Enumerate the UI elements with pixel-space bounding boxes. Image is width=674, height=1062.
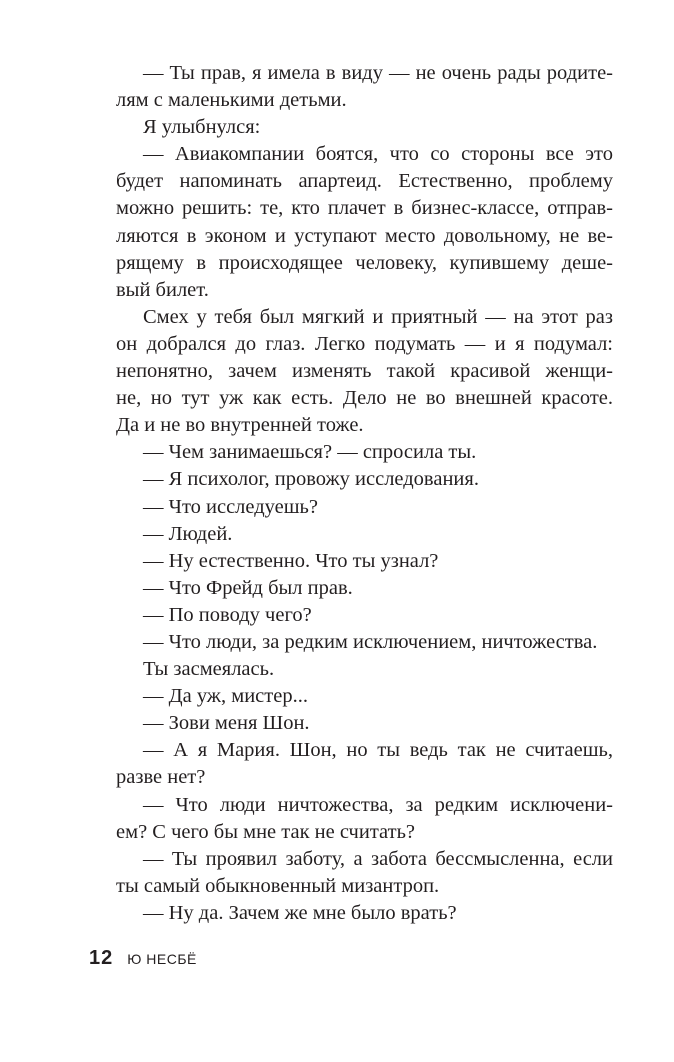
text-line: — Да уж, мистер... bbox=[143, 685, 308, 708]
paragraph bbox=[89, 60, 613, 114]
text-line: ем? С чего бы мне так не считать? bbox=[116, 820, 416, 843]
paragraph bbox=[89, 141, 613, 304]
text-line: — Зови меня Шон. bbox=[143, 712, 310, 735]
paragraph bbox=[89, 846, 613, 900]
paragraph bbox=[89, 466, 613, 493]
text-line: — По поводу чего? bbox=[143, 603, 312, 626]
text-line: — Людей. bbox=[143, 522, 233, 545]
text-line: — Что исследуешь? bbox=[143, 495, 318, 518]
paragraph bbox=[89, 629, 613, 656]
text-line: непонятно, зачем изменять такой красивой женщи- bbox=[116, 360, 613, 383]
paragraph bbox=[89, 710, 613, 737]
text-line: лям с маленькими детьми. bbox=[116, 89, 347, 112]
text-line: Смех у тебя был мягкий и приятный — на этот раз bbox=[143, 305, 613, 328]
text-line: не, но тут уж как есть. Дело не во внешней красоте. bbox=[116, 387, 613, 410]
text-line: Ты засмеялась. bbox=[143, 658, 275, 681]
text-line: он добрался до глаз. Легко подумать — и я подумал: bbox=[116, 332, 613, 355]
text-line: ляются в эконом и уступают место довольному, не ве- bbox=[116, 224, 613, 247]
text-line: — Я психолог, провожу исследования. bbox=[143, 468, 479, 491]
text-line: — Авиакомпании боятся, что со стороны все это bbox=[143, 143, 613, 166]
text-line: — Что люди, за редким исключением, ничтожества. bbox=[143, 630, 598, 653]
text-line: — Ты проявил заботу, а забота бессмысленна, если bbox=[143, 847, 613, 870]
text-line: — Что люди ничтожества, за редким исключени- bbox=[143, 793, 613, 816]
paragraph bbox=[89, 114, 613, 141]
page-number: 12 bbox=[89, 947, 114, 969]
paragraph bbox=[89, 575, 613, 602]
paragraph bbox=[89, 521, 613, 548]
text-line: — Что Фрейд был прав. bbox=[143, 576, 353, 599]
paragraph bbox=[89, 439, 613, 466]
text-line: рящему в происходящее человеку, купившему деше- bbox=[116, 251, 613, 274]
text-line: — А я Мария. Шон, но ты ведь так не считаешь, bbox=[143, 739, 613, 762]
paragraph bbox=[89, 494, 613, 521]
paragraph bbox=[89, 792, 613, 846]
text-line: — Чем занимаешься? — спросила ты. bbox=[143, 441, 477, 464]
text-line: будет напоминать апартеид. Естественно, проблему bbox=[116, 170, 613, 193]
text-line: разве нет? bbox=[116, 766, 206, 789]
text-line: — Ну да. Зачем же мне было врать? bbox=[143, 901, 457, 924]
body-text bbox=[89, 60, 613, 927]
text-line: вый билет. bbox=[116, 278, 209, 301]
text-line: Да и не во внутренней тоже. bbox=[116, 414, 364, 437]
paragraph bbox=[89, 900, 613, 927]
paragraph bbox=[89, 656, 613, 683]
text-line: можно решить: те, кто плачет в бизнес-классе, отправ- bbox=[116, 197, 613, 220]
text-line: — Ты прав, я имела в виду — не очень рады родите- bbox=[143, 62, 613, 84]
paragraph bbox=[89, 304, 613, 439]
paragraph bbox=[89, 683, 613, 710]
text-line: ты самый обыкновенный мизантроп. bbox=[116, 874, 440, 897]
paragraph bbox=[89, 737, 613, 791]
text-line: Я улыбнулся: bbox=[143, 116, 261, 139]
page-footer bbox=[89, 947, 197, 970]
running-head-author: Ю НЕСБЁ bbox=[127, 951, 197, 967]
paragraph bbox=[89, 602, 613, 629]
paragraph bbox=[89, 548, 613, 575]
text-line: — Ну естественно. Что ты узнал? bbox=[143, 549, 439, 572]
